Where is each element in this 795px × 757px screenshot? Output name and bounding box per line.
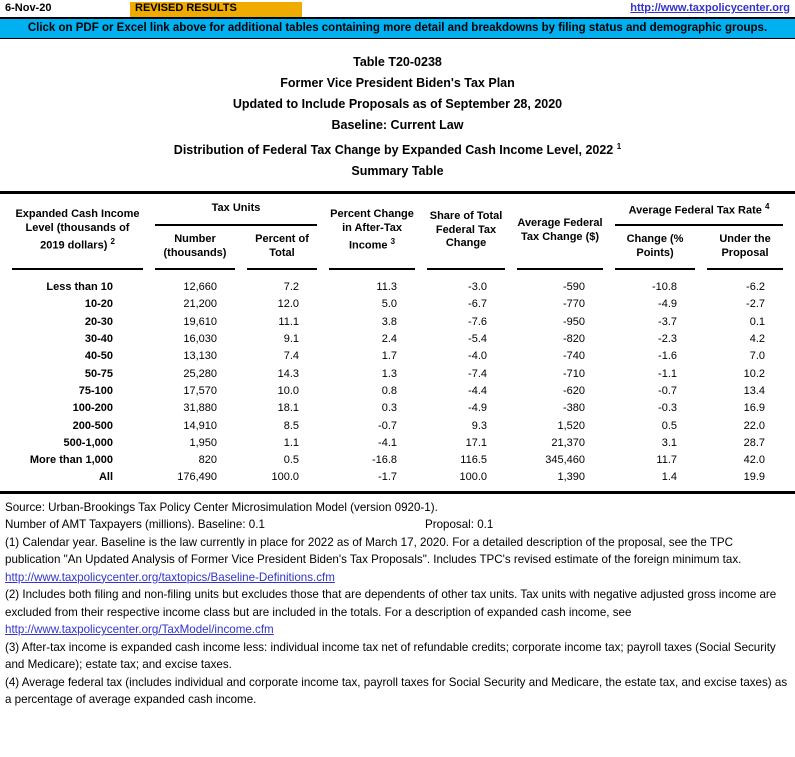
value-cell: 0.5 xyxy=(661,419,678,432)
value-cell: 16.9 xyxy=(743,402,766,415)
group-header-tax-units: Tax Units xyxy=(155,194,317,226)
value-cell: 11.3 xyxy=(376,281,398,294)
summary-table xyxy=(0,194,795,491)
value-cell: 10.2 xyxy=(743,367,766,380)
table-row xyxy=(12,270,783,296)
value-cell: 1.7 xyxy=(381,350,398,363)
table-row xyxy=(12,435,783,452)
amt-baseline: Number of AMT Taxpayers (millions). Baseline: 0.1 xyxy=(5,518,265,532)
value-cell: 1.4 xyxy=(661,471,678,484)
value-cell: 176,490 xyxy=(177,471,217,484)
value-cell: 0.8 xyxy=(381,384,398,397)
income-level-cell: All xyxy=(98,471,113,484)
table-number: Table T20-0238 xyxy=(353,55,442,69)
table-row xyxy=(12,400,783,417)
value-cell: -16.8 xyxy=(371,454,398,467)
value-cell: 21,200 xyxy=(183,298,217,311)
title-summary: Summary Table xyxy=(351,164,444,179)
value-cell: -770 xyxy=(562,298,586,311)
revised-results-badge: REVISED RESULTS xyxy=(130,2,302,17)
value-cell: -2.3 xyxy=(658,333,678,346)
value-cell: 19,610 xyxy=(183,315,217,328)
taxpolicycenter-link[interactable]: http://www.taxpolicycenter.org xyxy=(630,2,790,14)
col-header-under-proposal: Under the Proposal xyxy=(707,226,783,270)
amt-taxpayers-note xyxy=(5,516,789,534)
value-cell: 14,910 xyxy=(183,419,217,432)
table-row xyxy=(12,418,783,435)
amt-proposal: Proposal: 0.1 xyxy=(425,518,494,532)
table-row xyxy=(12,452,783,469)
value-cell: 17.1 xyxy=(465,436,488,449)
footnote-4: (4) Average federal tax (includes individual and corporate income tax, payroll taxes for Social Security and Medicare, the estate tax, and excise taxes) as a percentage of average expanded cash income. xyxy=(5,675,788,707)
value-cell: 100.0 xyxy=(459,471,488,484)
value-cell: 25,280 xyxy=(183,367,217,380)
value-cell: -10.8 xyxy=(651,281,678,294)
col-header-share-of-total: Share of Total Federal Tax Change xyxy=(427,194,505,270)
report-date: 6-Nov-20 xyxy=(5,2,52,14)
value-cell: -3.7 xyxy=(658,315,678,328)
value-cell: 5.0 xyxy=(381,298,398,311)
value-cell: 28.7 xyxy=(743,436,766,449)
income-level-cell: 50-75 xyxy=(84,367,113,380)
table-row xyxy=(12,296,783,313)
value-cell: -950 xyxy=(562,315,586,328)
value-cell: 1.1 xyxy=(283,436,300,449)
income-level-cell: 30-40 xyxy=(84,333,113,346)
income-level-cell: 10-20 xyxy=(84,298,113,311)
value-cell: 345,460 xyxy=(545,454,586,467)
footnote-marker-2: 2 xyxy=(110,237,115,247)
value-cell: 14.3 xyxy=(277,367,300,380)
footnote-marker-3: 3 xyxy=(390,237,396,247)
value-cell: 7.4 xyxy=(283,350,300,363)
value-cell: 4.2 xyxy=(749,333,766,346)
title-baseline: Baseline: Current Law xyxy=(331,118,464,132)
value-cell: 116.5 xyxy=(460,454,488,467)
value-cell: -1.7 xyxy=(378,471,398,484)
income-level-cell: 100-200 xyxy=(72,402,113,415)
value-cell: 19.9 xyxy=(743,471,766,484)
value-cell: -1.1 xyxy=(658,367,678,380)
summary-table-wrapper xyxy=(0,191,795,494)
table-row xyxy=(12,469,783,490)
value-cell: 100.0 xyxy=(271,471,300,484)
value-cell: 0.5 xyxy=(283,454,300,467)
value-cell: -0.7 xyxy=(658,384,678,397)
footnote-marker-1: 1 xyxy=(616,142,622,151)
income-level-cell: 75-100 xyxy=(78,384,113,397)
income-level-cell: 500-1,000 xyxy=(63,436,113,449)
value-cell: 8.5 xyxy=(283,419,300,432)
value-cell: -4.4 xyxy=(468,384,488,397)
info-banner: Click on PDF or Excel link above for additional tables containing more detail and breakdowns by filing status and demographic groups. xyxy=(0,17,795,39)
value-cell: 12,660 xyxy=(183,281,217,294)
value-cell: 0.3 xyxy=(381,402,398,415)
income-level-cell: Less than 10 xyxy=(46,281,113,294)
title-updated: Updated to Include Proposals as of September 28, 2020 xyxy=(232,97,563,111)
table-row xyxy=(12,331,783,348)
value-cell: -1.6 xyxy=(658,350,678,363)
value-cell: 7.2 xyxy=(283,281,300,294)
value-cell: 3.8 xyxy=(381,315,398,328)
group-header-avg-fed-tax-rate: Average Federal Tax Rate $^4$ xyxy=(615,194,783,226)
value-cell: 10.0 xyxy=(277,384,300,397)
baseline-definitions-link[interactable]: http://www.taxpolicycenter.org/taxtopics/Baseline-Definitions.cfm xyxy=(5,570,335,584)
income-level-cell: 40-50 xyxy=(84,350,113,363)
table-row xyxy=(12,314,783,331)
value-cell: 31,880 xyxy=(183,402,217,415)
value-cell: 13,130 xyxy=(183,350,217,363)
col-header-pct-change-ati: Percent Change in After-Tax Income $^3$ xyxy=(329,194,415,270)
value-cell: -4.9 xyxy=(658,298,678,311)
footnote-2: (2) Includes both filing and non-filing units but excludes those that are dependents of other tax units. Tax units with negative adjusted gross income are excluded from their respective income class but are included in the totals. For a description of expanded cash income, see xyxy=(5,588,777,619)
value-cell: 11.7 xyxy=(656,454,678,467)
title-plan: Former Vice President Biden's Tax Plan xyxy=(280,76,515,90)
col-header-rate-change: Change (% Points) xyxy=(615,226,695,270)
value-cell: -7.4 xyxy=(468,367,488,380)
top-bar xyxy=(0,0,795,17)
table-row xyxy=(12,348,783,365)
value-cell: -820 xyxy=(562,333,586,346)
value-cell: 820 xyxy=(198,454,217,467)
value-cell: 17,570 xyxy=(183,384,217,397)
value-cell: 18.1 xyxy=(277,402,300,415)
value-cell: 9.3 xyxy=(471,419,488,432)
income-level-cell: More than 1,000 xyxy=(29,454,113,467)
table-body xyxy=(12,270,783,491)
title-block xyxy=(0,52,795,182)
value-cell: -3.0 xyxy=(468,281,488,294)
value-cell: 11.1 xyxy=(278,315,300,328)
value-cell: -4.1 xyxy=(378,436,398,449)
income-level-cell: 20-30 xyxy=(84,315,113,328)
value-cell: 1,520 xyxy=(557,419,586,432)
value-cell: 2.4 xyxy=(381,333,398,346)
footnote-3: (3) After-tax income is expanded cash income less: individual income tax net of refundable credits; corporate income tax; payroll taxes (Social Security and Medicare); estate tax; and excise taxes. xyxy=(5,640,776,672)
value-cell: -4.0 xyxy=(468,350,488,363)
value-cell: -6.7 xyxy=(468,298,488,311)
value-cell: 3.1 xyxy=(661,436,678,449)
value-cell: 1,950 xyxy=(189,436,217,449)
value-cell: -590 xyxy=(562,281,586,294)
value-cell: 7.0 xyxy=(749,350,766,363)
col-header-income-level: Expanded Cash Income Level (thousands of 2019 dollars) $^2$ xyxy=(12,194,143,270)
value-cell: -710 xyxy=(562,367,586,380)
value-cell: -2.7 xyxy=(746,298,766,311)
value-cell: -740 xyxy=(562,350,586,363)
value-cell: 16,030 xyxy=(183,333,217,346)
value-cell: -620 xyxy=(562,384,586,397)
value-cell: 12.0 xyxy=(277,298,300,311)
table-row xyxy=(12,383,783,400)
value-cell: 9.1 xyxy=(283,333,300,346)
income-level-cell: 200-500 xyxy=(72,419,113,432)
col-header-number-thousands: Number (thousands) xyxy=(155,226,235,270)
value-cell: -6.2 xyxy=(746,281,766,294)
value-cell: -0.7 xyxy=(378,419,398,432)
value-cell: 1.3 xyxy=(381,367,398,380)
value-cell: 22.0 xyxy=(743,419,766,432)
value-cell: 1,390 xyxy=(557,471,586,484)
value-cell: 0.1 xyxy=(749,315,766,328)
value-cell: -0.3 xyxy=(658,402,678,415)
value-cell: -7.6 xyxy=(468,315,488,328)
value-cell: -380 xyxy=(562,402,586,415)
col-header-percent-of-total: Percent of Total xyxy=(247,226,317,270)
value-cell: 42.0 xyxy=(743,454,766,467)
footnote-1: (1) Calendar year. Baseline is the law currently in place for 2022 as of March 17, 2020. For a detailed description of the proposal, see the TPC publication "An Updated Analysis of Former Vice President Biden's Tax Proposals". Includes TPC's revised estimate of the foreign minimum tax. xyxy=(5,535,742,567)
value-cell: 21,370 xyxy=(551,436,586,449)
value-cell: -5.4 xyxy=(468,333,488,346)
col-header-avg-change: Average Federal Tax Change ($) xyxy=(517,194,603,270)
value-cell: -4.9 xyxy=(468,402,488,415)
footnotes xyxy=(0,494,795,709)
income-definition-link[interactable]: http://www.taxpolicycenter.org/TaxModel/income.cfm xyxy=(5,623,274,637)
source-note: Source: Urban-Brookings Tax Policy Center Microsimulation Model (version 0920-1). xyxy=(5,500,438,514)
table-row xyxy=(12,366,783,383)
title-distribution: Distribution of Federal Tax Change by Expanded Cash Income Level, 2022 $^1$ xyxy=(173,142,622,158)
footnote-marker-4: 4 xyxy=(764,201,770,211)
value-cell: 13.4 xyxy=(743,384,766,397)
